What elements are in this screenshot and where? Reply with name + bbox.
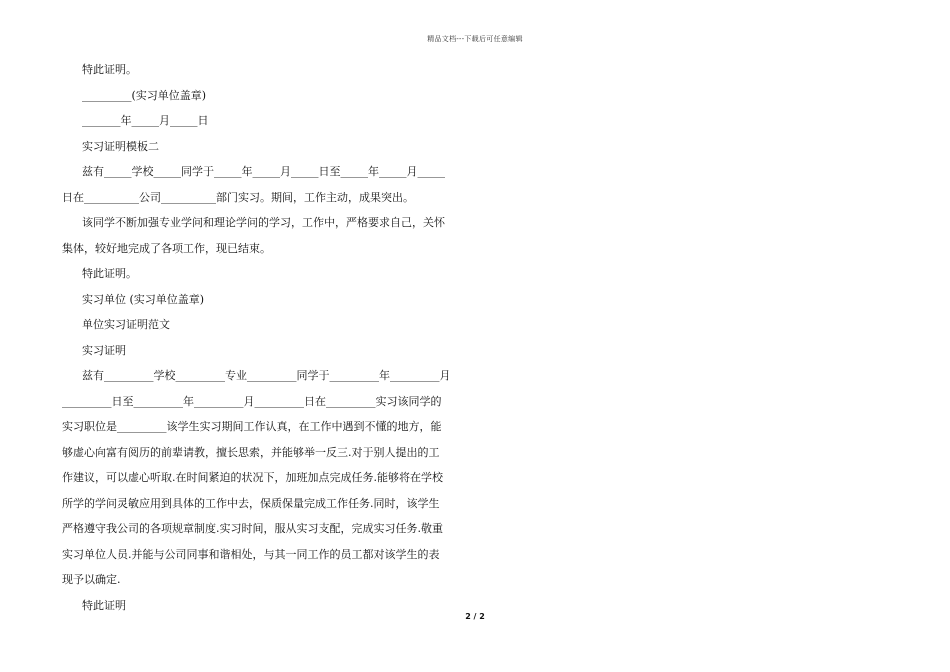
section-heading: 单位实习证明范文 [82,318,170,331]
paragraph-line: 实习单位人员.并能与公司同事和谐相处，与其一同工作的员工都对该学生的表 [62,547,440,561]
paragraph-line: 特此证明 [82,598,126,612]
paragraph-line: 所学的学问灵敏应用到具体的工作中去，保质保量完成工作任务.同时，该学生 [62,496,440,510]
paragraph-line: 日在__________公司__________部门实习。期间，工作主动，成果突出。 [62,190,414,204]
paragraph-line: _______年_____月_____日 [82,114,209,127]
paragraph-line: 集体，较好地完成了各项工作，现已结束。 [62,241,271,255]
paragraph-line: 特此证明。 [82,63,137,76]
document-body [62,57,462,618]
paragraph-line: 实习职位是_________该学生实习期间工作认真，在工作中遇到不懂的地方，能 [62,420,442,433]
section-heading: 实习证明模板二 [82,139,159,153]
paragraph-line: 该同学不断加强专业学问和理论学问的学习，工作中，严格要求自己，关怀 [82,216,445,229]
paragraph-line: 实习单位 (实习单位盖章) [82,292,205,306]
page-number: 2 / 2 [465,612,485,621]
page-header: 精品文档---下载后可任意编辑 [427,35,523,43]
paragraph-line: 特此证明。 [82,267,137,280]
paragraph-line: _________日至_________年_________月_________日在_________实习该同学的 [62,394,442,408]
paragraph-line: 作建议，可以虚心听取.在时间紧迫的状况下，加班加点完成任务.能够将在学校 [62,471,443,484]
paragraph-line: 兹有_________学校_________专业_________同学于_________年_________月 [82,369,451,382]
paragraph-line: 兹有_____学校_____同学于_____年_____月_____日至_____年_____月_____ [82,165,445,178]
paragraph-line: 够虚心向富有阅历的前辈请教，擅长思索，并能够举一反三.对于别人提出的工 [62,445,440,459]
section-heading: 实习证明 [82,343,126,357]
paragraph-line: 现予以确定. [62,573,121,586]
paragraph-line: 严格遵守我公司的各项规章制度.实习时间，服从实习支配，完成实习任务.敬重 [62,522,443,535]
paragraph-line: _________(实习单位盖章) [82,88,207,102]
